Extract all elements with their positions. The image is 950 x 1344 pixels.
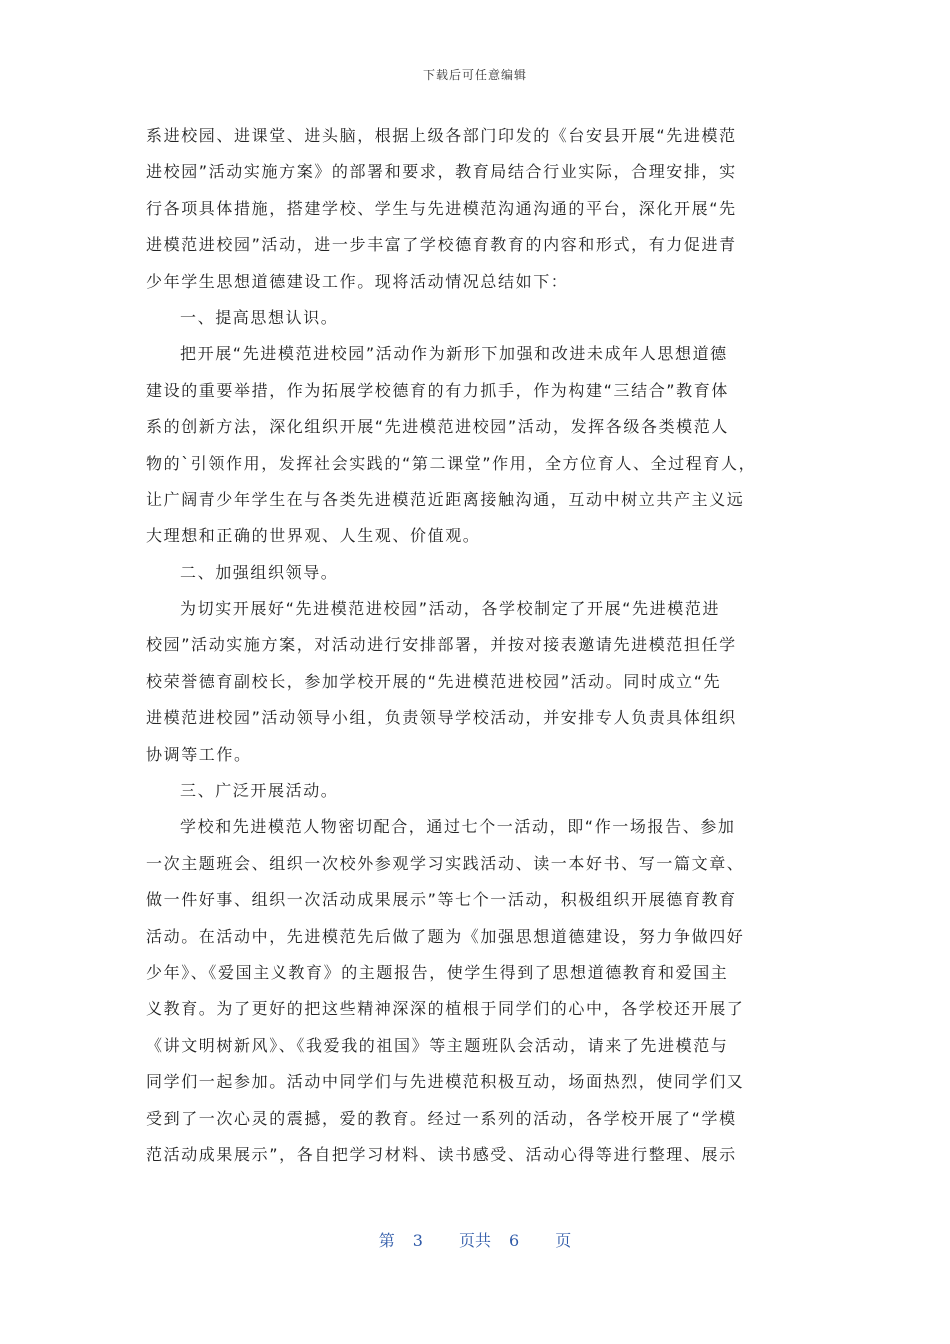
body-line: 系进校园、进课堂、进头脑，根据上级各部门印发的《台安县开展“先进模范 bbox=[146, 126, 737, 145]
body-line: 学校和先进模范人物密切配合，通过七个一活动，即“作一场报告、参加 bbox=[180, 817, 736, 837]
total-page-count: 6 bbox=[509, 1231, 520, 1250]
page-footer bbox=[0, 1228, 950, 1251]
body-line: 范活动成果展示”，各自把学习材料、读书感受、活动心得等进行整理、展示 bbox=[146, 1144, 737, 1164]
body-line: 做一件好事、组织一次活动成果展示”等七个一活动，积极组织开展德育教育 bbox=[146, 890, 737, 910]
body-line: 进校园”活动实施方案》的部署和要求，教育局结合行业实际，合理安排，实 bbox=[146, 162, 737, 182]
body-line: 《讲文明树新风》、《我爱我的祖国》等主题班队会活动，请来了先进模范与 bbox=[146, 1035, 729, 1055]
body-line: 活动。在活动中，先进模范先后做了题为《加强思想道德建设，努力争做四好 bbox=[146, 926, 745, 946]
document-body bbox=[146, 118, 806, 1173]
body-line: 把开展“先进模范进校园”活动作为新形下加强和改进未成年人思想道德 bbox=[180, 344, 728, 364]
section-heading-3: 三、广泛开展活动。 bbox=[180, 781, 339, 801]
body-line: 协调等工作。 bbox=[146, 744, 252, 764]
section-heading-1: 一、提高思想认识。 bbox=[180, 307, 339, 327]
body-line: 进模范进校园”活动，进一步丰富了学校德育教育的内容和形式，有力促进青 bbox=[146, 235, 737, 255]
body-line: 少年》、《爱国主义教育》的主题报告，使学生得到了思想道德教育和爱国主 bbox=[146, 962, 729, 982]
footer-prefix: 第 bbox=[378, 1231, 395, 1250]
section-heading-2: 二、加强组织领导。 bbox=[180, 562, 339, 582]
body-line: 义教育。为了更好的把这些精神深深的植根于同学们的心中，各学校还开展了 bbox=[146, 999, 745, 1019]
body-line: 校荣誉德育副校长，参加学校开展的“先进模范进校园”活动。同时成立“先 bbox=[146, 671, 722, 691]
footer-middle: 页共 bbox=[458, 1231, 491, 1250]
body-line: 行各项具体措施，搭建学校、学生与先进模范沟通沟通的平台，深化开展“先 bbox=[146, 198, 737, 218]
body-line: 物的`引领作用，发挥社会实践的“第二课堂”作用，全方位育人、全过程育人， bbox=[146, 453, 757, 473]
body-line: 建设的重要举措，作为拓展学校德育的有力抓手，作为构建“三结合”教育体 bbox=[146, 380, 729, 400]
body-line: 进模范进校园”活动领导小组，负责领导学校活动，并安排专人负责具体组织 bbox=[146, 708, 737, 728]
body-line: 少年学生思想道德建设工作。现将活动情况总结如下： bbox=[146, 271, 569, 291]
body-line: 大理想和正确的世界观、人生观、价值观。 bbox=[146, 526, 481, 546]
body-line: 受到了一次心灵的震撼，爱的教育。经过一系列的活动，各学校开展了“学模 bbox=[146, 1108, 737, 1128]
body-line: 为切实开展好“先进模范进校园”活动，各学校制定了开展“先进模范进 bbox=[180, 599, 721, 619]
footer-suffix: 页 bbox=[555, 1231, 572, 1250]
body-line: 让广阔青少年学生在与各类先进模范近距离接触沟通，互动中树立共产主义远 bbox=[146, 489, 745, 509]
body-line: 一次主题班会、组织一次校外参观学习实践活动、读一本好书、写一篇文章、 bbox=[146, 853, 745, 873]
header-note: 下载后可任意编辑 bbox=[422, 68, 527, 82]
body-line: 系的创新方法，深化组织开展“先进模范进校园”活动，发挥各级各类模范人 bbox=[146, 417, 729, 437]
body-line: 校园”活动实施方案，对活动进行安排部署，并按对接表邀请先进模范担任学 bbox=[146, 635, 737, 655]
body-line: 同学们一起参加。活动中同学们与先进模范积极互动，场面热烈，使同学们又 bbox=[146, 1072, 745, 1092]
current-page-number: 3 bbox=[412, 1231, 423, 1250]
